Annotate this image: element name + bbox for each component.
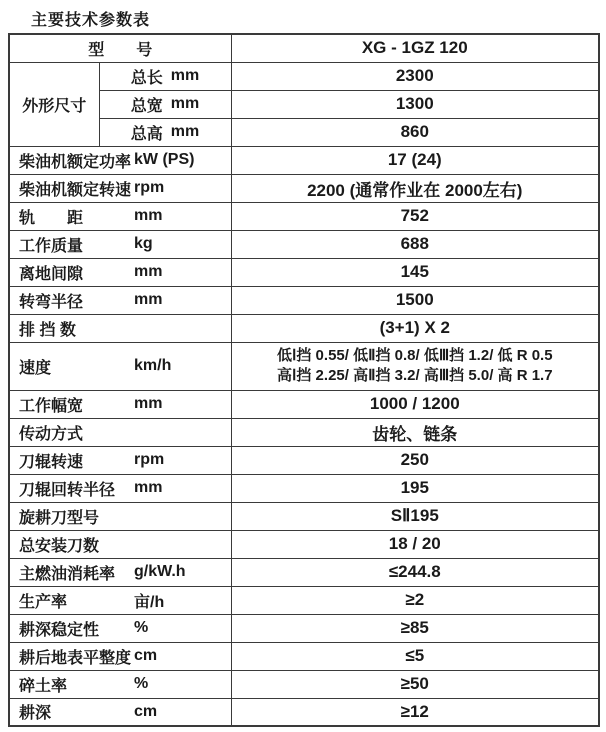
working-width-value: 1000 / 1200 (231, 390, 599, 418)
param-unit: g/kW.h (134, 563, 186, 580)
param-unit: kg (134, 235, 153, 252)
roller-speed-label (9, 446, 231, 474)
table-row-depth-stability (9, 614, 599, 642)
width-unit: mm (170, 95, 200, 112)
turning-radius-label (9, 286, 231, 314)
track-gauge-value: 752 (231, 202, 599, 230)
speed-low-range: 低Ⅰ挡 0.55/ 低Ⅱ挡 0.8/ 低Ⅲ挡 1.2/ 低 R 0.5 (276, 347, 553, 364)
rated-power-value: 17 (24) (231, 146, 599, 174)
table-row-roller-radius (9, 474, 599, 502)
param-name: 碎土率 (19, 677, 68, 695)
width-name: 总宽 (130, 97, 163, 115)
table-row-roller-speed (9, 446, 599, 474)
blade-model-label (9, 502, 231, 530)
height-unit: mm (170, 123, 200, 140)
soil-crushing-rate-value: ≥50 (231, 670, 599, 698)
width-label (99, 90, 231, 118)
roller-radius-label (9, 474, 231, 502)
table-row-fuel-consumption (9, 558, 599, 586)
fuel-consumption-value: ≤244.8 (231, 558, 599, 586)
length-label (99, 62, 231, 90)
param-unit: mm (134, 207, 163, 224)
soil-crushing-rate-label (9, 670, 231, 698)
param-name: 速度 (19, 359, 52, 377)
table-row-rated-power (9, 146, 599, 174)
table-row-track-gauge (9, 202, 599, 230)
blade-count-label (9, 530, 231, 558)
speed-value (231, 342, 599, 390)
working-width-label (9, 390, 231, 418)
param-name: 耕深 (19, 705, 52, 723)
track-gauge-label (9, 202, 231, 230)
depth-stability-value: ≥85 (231, 614, 599, 642)
speed-high-range: 高Ⅰ挡 2.25/ 高Ⅱ挡 3.2/ 高Ⅲ挡 5.0/ 高 R 1.7 (276, 367, 553, 384)
working-mass-value: 688 (231, 230, 599, 258)
width-value: 1300 (231, 90, 599, 118)
param-unit: % (134, 619, 149, 636)
param-unit: mm (134, 291, 163, 308)
param-name: 刀辊转速 (19, 453, 84, 471)
table-row-working-mass (9, 230, 599, 258)
speed-label (9, 342, 231, 390)
param-name: 旋耕刀型号 (19, 509, 100, 527)
tillage-depth-label (9, 698, 231, 726)
ground-clearance-label (9, 258, 231, 286)
gear-count-label (9, 314, 231, 342)
length-unit: mm (170, 67, 200, 84)
table-row-rated-rpm (9, 174, 599, 202)
rated-rpm-value: 2200 (通常作业在 2000左右) (231, 174, 599, 202)
param-name: 刀辊回转半径 (19, 481, 116, 499)
table-row-blade-model (9, 502, 599, 530)
page-title: 主要技术参数表 (31, 12, 151, 29)
height-value: 860 (231, 118, 599, 146)
param-unit: cm (134, 702, 158, 720)
rated-power-label (9, 146, 231, 174)
transmission-type-value: 齿轮、链条 (231, 418, 599, 446)
param-name: 离地间隙 (19, 265, 84, 283)
param-name: 转弯半径 (19, 293, 84, 311)
param-name: 工作质量 (19, 237, 84, 255)
tillage-depth-value: ≥12 (231, 698, 599, 726)
param-unit: kW (PS) (134, 151, 195, 168)
roller-speed-value: 250 (231, 446, 599, 474)
model-value: XG - 1GZ 120 (231, 34, 599, 62)
turning-radius-value: 1500 (231, 286, 599, 314)
param-unit: rpm (134, 179, 165, 196)
ground-clearance-value: 145 (231, 258, 599, 286)
table-row-gear-count (9, 314, 599, 342)
transmission-type-label (9, 418, 231, 446)
param-unit: rpm (134, 451, 165, 468)
table-row-blade-count (9, 530, 599, 558)
surface-flatness-value: ≤5 (231, 642, 599, 670)
depth-stability-label (9, 614, 231, 642)
length-name: 总长 (130, 69, 163, 87)
param-name: 主燃油消耗率 (19, 565, 116, 583)
param-unit: cm (134, 647, 158, 664)
param-unit: mm (134, 479, 163, 496)
table-row-speed (9, 342, 599, 390)
param-name: 柴油机额定转速 (19, 181, 132, 199)
rated-rpm-label (9, 174, 231, 202)
table-row-surface-flatness (9, 642, 599, 670)
param-unit: % (134, 675, 149, 692)
param-name: 工作幅宽 (19, 397, 84, 415)
table-row-turning-radius (9, 286, 599, 314)
gear-count-value: (3+1) X 2 (231, 314, 599, 342)
param-unit: km/h (134, 357, 172, 374)
height-label (99, 118, 231, 146)
productivity-label (9, 586, 231, 614)
height-name: 总高 (130, 125, 163, 143)
param-name: 排 挡 数 (19, 321, 76, 339)
surface-flatness-label (9, 642, 231, 670)
working-mass-label (9, 230, 231, 258)
blade-count-value: 18 / 20 (231, 530, 599, 558)
table-row-productivity (9, 586, 599, 614)
length-value: 2300 (231, 62, 599, 90)
model-label: 型 号 (9, 34, 231, 62)
param-unit: mm (134, 395, 163, 412)
fuel-consumption-label (9, 558, 231, 586)
param-unit: mm (134, 263, 163, 280)
table-row-overall-length (9, 62, 599, 90)
table-row-soil-crushing-rate (9, 670, 599, 698)
table-row-model (9, 34, 599, 62)
productivity-value: ≥2 (231, 586, 599, 614)
param-name: 柴油机额定功率 (19, 153, 132, 171)
param-name: 总安装刀数 (19, 537, 100, 555)
table-row-working-width (9, 390, 599, 418)
table-row-transmission-type (9, 418, 599, 446)
param-name: 耕深稳定性 (19, 621, 100, 639)
param-name: 生产率 (19, 593, 68, 611)
blade-model-value: SⅡ195 (231, 502, 599, 530)
param-unit: 亩/h (134, 593, 165, 611)
param-name: 轨 距 (19, 209, 84, 227)
param-name: 耕后地表平整度 (19, 649, 132, 667)
roller-radius-value: 195 (231, 474, 599, 502)
table-row-ground-clearance (9, 258, 599, 286)
param-name: 传动方式 (19, 425, 84, 443)
dimensions-group-label: 外形尺寸 (9, 62, 99, 146)
spec-table (8, 33, 600, 727)
table-row-tillage-depth (9, 698, 599, 726)
